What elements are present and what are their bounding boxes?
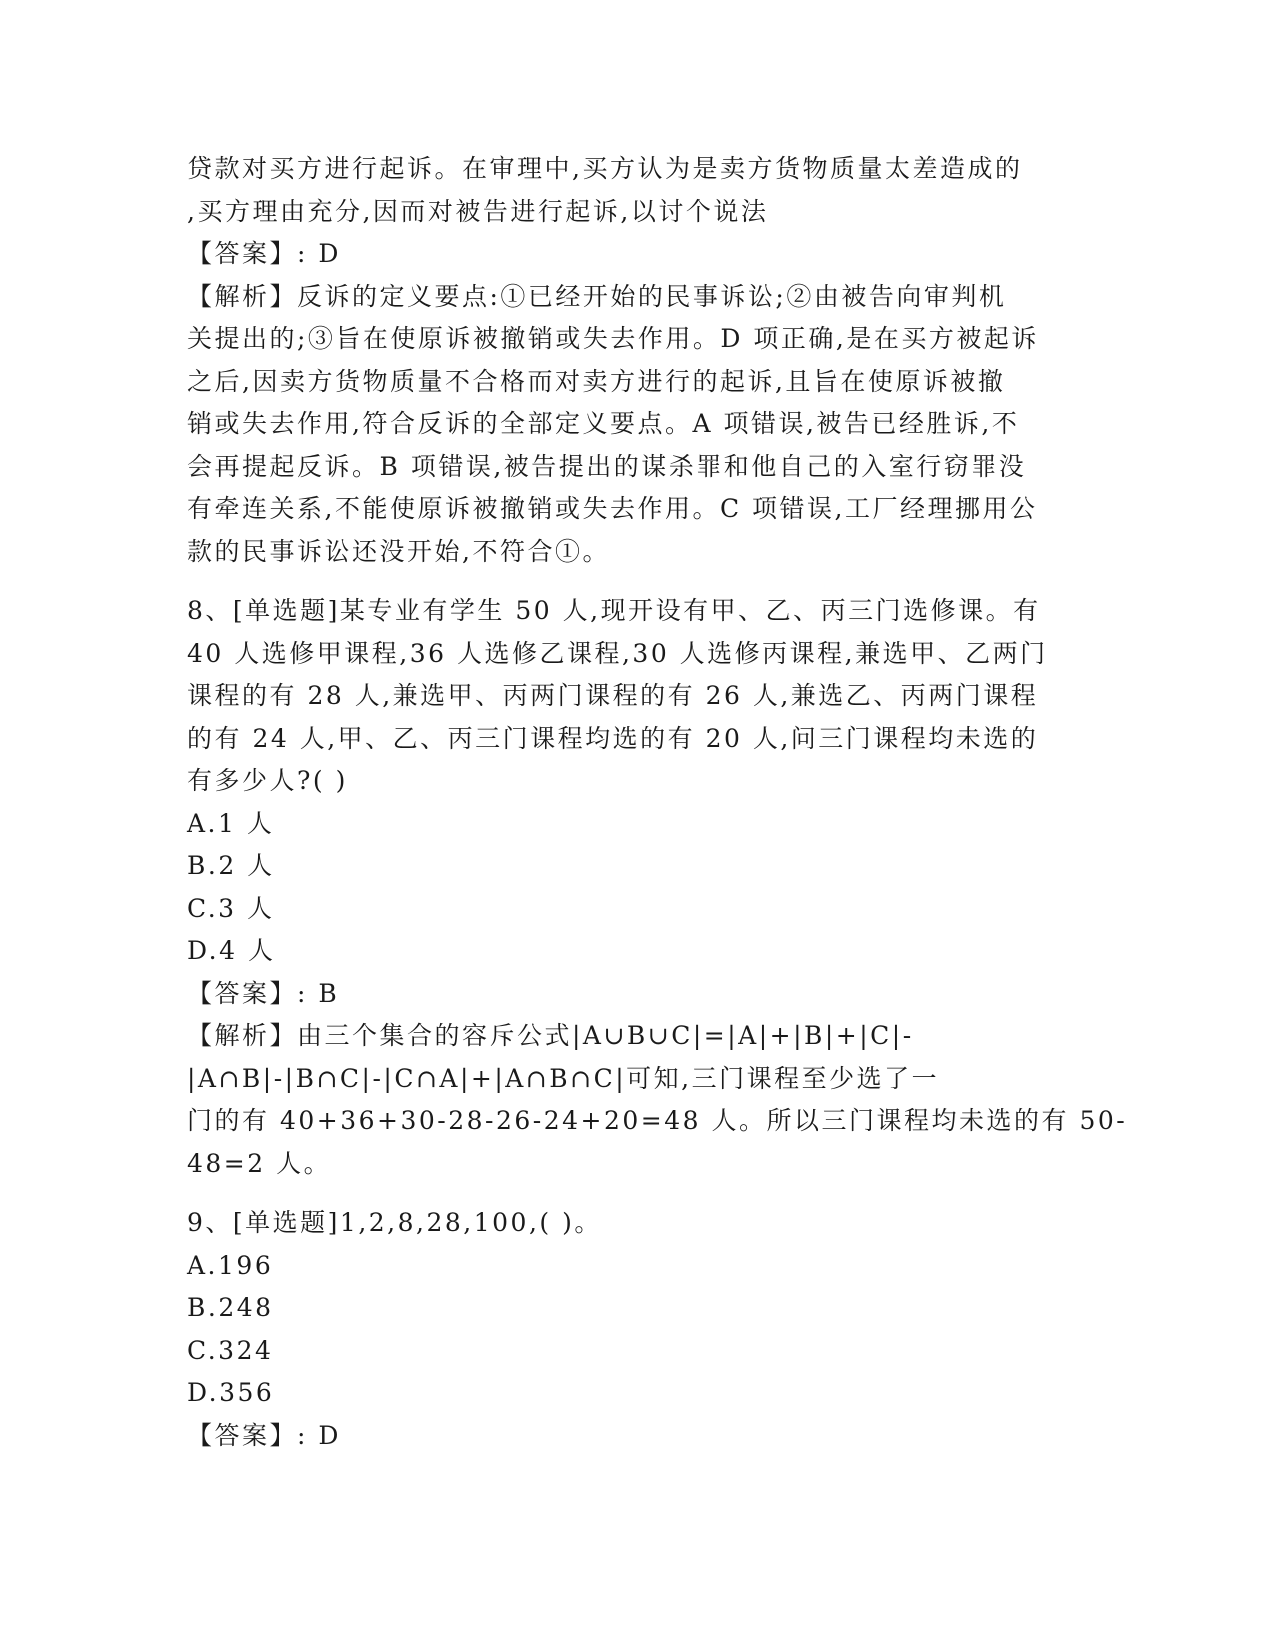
- question-text-line: 8、[单选题]某专业有学生 50 人,现开设有甲、乙、丙三门选修课。有: [187, 596, 1041, 625]
- analysis-line: 会再提起反诉。B 项错误,被告提出的谋杀罪和他自己的入室行窃罪没: [187, 451, 1027, 481]
- question-text-line: 贷款对买方进行起诉。在审理中,买方认为是卖方货物质量太差造成的: [187, 154, 1023, 183]
- option-c: C.324: [187, 1335, 274, 1365]
- question-text-line: ,买方理由充分,因而对被告进行起诉,以讨个说法: [187, 196, 769, 226]
- analysis-line: |A∩B|-|B∩C|-|C∩A|+|A∩B∩C|可知,三门课程至少选了一: [187, 1063, 940, 1093]
- analysis-line: 有牵连关系,不能使原诉被撤销或失去作用。C 项错误,工厂经理挪用公: [187, 494, 1038, 523]
- option-a: A.196: [187, 1250, 274, 1280]
- answer-line: 【答案】: D: [187, 239, 341, 268]
- document-body: [187, 148, 1128, 1457]
- analysis-line: 销或失去作用,符合反诉的全部定义要点。A 项错误,被告已经胜诉,不: [187, 409, 1020, 438]
- analysis-line: 之后,因卖方货物质量不合格而对卖方进行的起诉,且旨在使原诉被撤: [187, 366, 1006, 396]
- analysis-line: 48=2 人。: [187, 1148, 332, 1178]
- answer-line: 【答案】: B: [187, 978, 340, 1008]
- analysis-line: 关提出的;③旨在使原诉被撤销或失去作用。D 项正确,是在买方被起诉: [187, 324, 1039, 353]
- analysis-line: 【解析】反诉的定义要点:①已经开始的民事诉讼;②由被告向审判机: [187, 281, 1007, 311]
- question-text-line: 40 人选修甲课程,36 人选修乙课程,30 人选修丙课程,兼选甲、乙两门: [187, 638, 1048, 668]
- question-text-line: 9、[单选题]1,2,8,28,100,( )。: [187, 1208, 602, 1237]
- section-spacer: [187, 1185, 1087, 1202]
- option-d: D.356: [187, 1378, 275, 1407]
- answer-line: 【答案】: D: [187, 1420, 341, 1450]
- option-d: D.4 人: [187, 936, 276, 965]
- analysis-line: 款的民事诉讼还没开始,不符合①。: [187, 536, 610, 566]
- question-8-block: [187, 590, 1128, 1185]
- option-c: C.3 人: [187, 893, 275, 923]
- option-b: B.2 人: [187, 851, 275, 880]
- option-b: B.248: [187, 1293, 274, 1322]
- section-spacer: [187, 573, 1087, 590]
- question-text-line: 课程的有 28 人,兼选甲、丙两门课程的有 26 人,兼选乙、丙两门课程: [187, 681, 1039, 710]
- question-9-block: [187, 1202, 1087, 1457]
- option-a: A.1 人: [187, 808, 275, 838]
- analysis-line: 【解析】由三个集合的容斥公式|A∪B∪C|=|A|+|B|+|C|-: [187, 1021, 914, 1050]
- question-text-line: 的有 24 人,甲、乙、丙三门课程均选的有 20 人,问三门课程均未选的: [187, 723, 1039, 753]
- question-text-line: 有多少人?( ): [187, 766, 348, 795]
- question-7-block: [187, 148, 1087, 573]
- analysis-line: 门的有 40+36+30-28-26-24+20=48 人。所以三门课程均未选的有 50-: [187, 1106, 1128, 1135]
